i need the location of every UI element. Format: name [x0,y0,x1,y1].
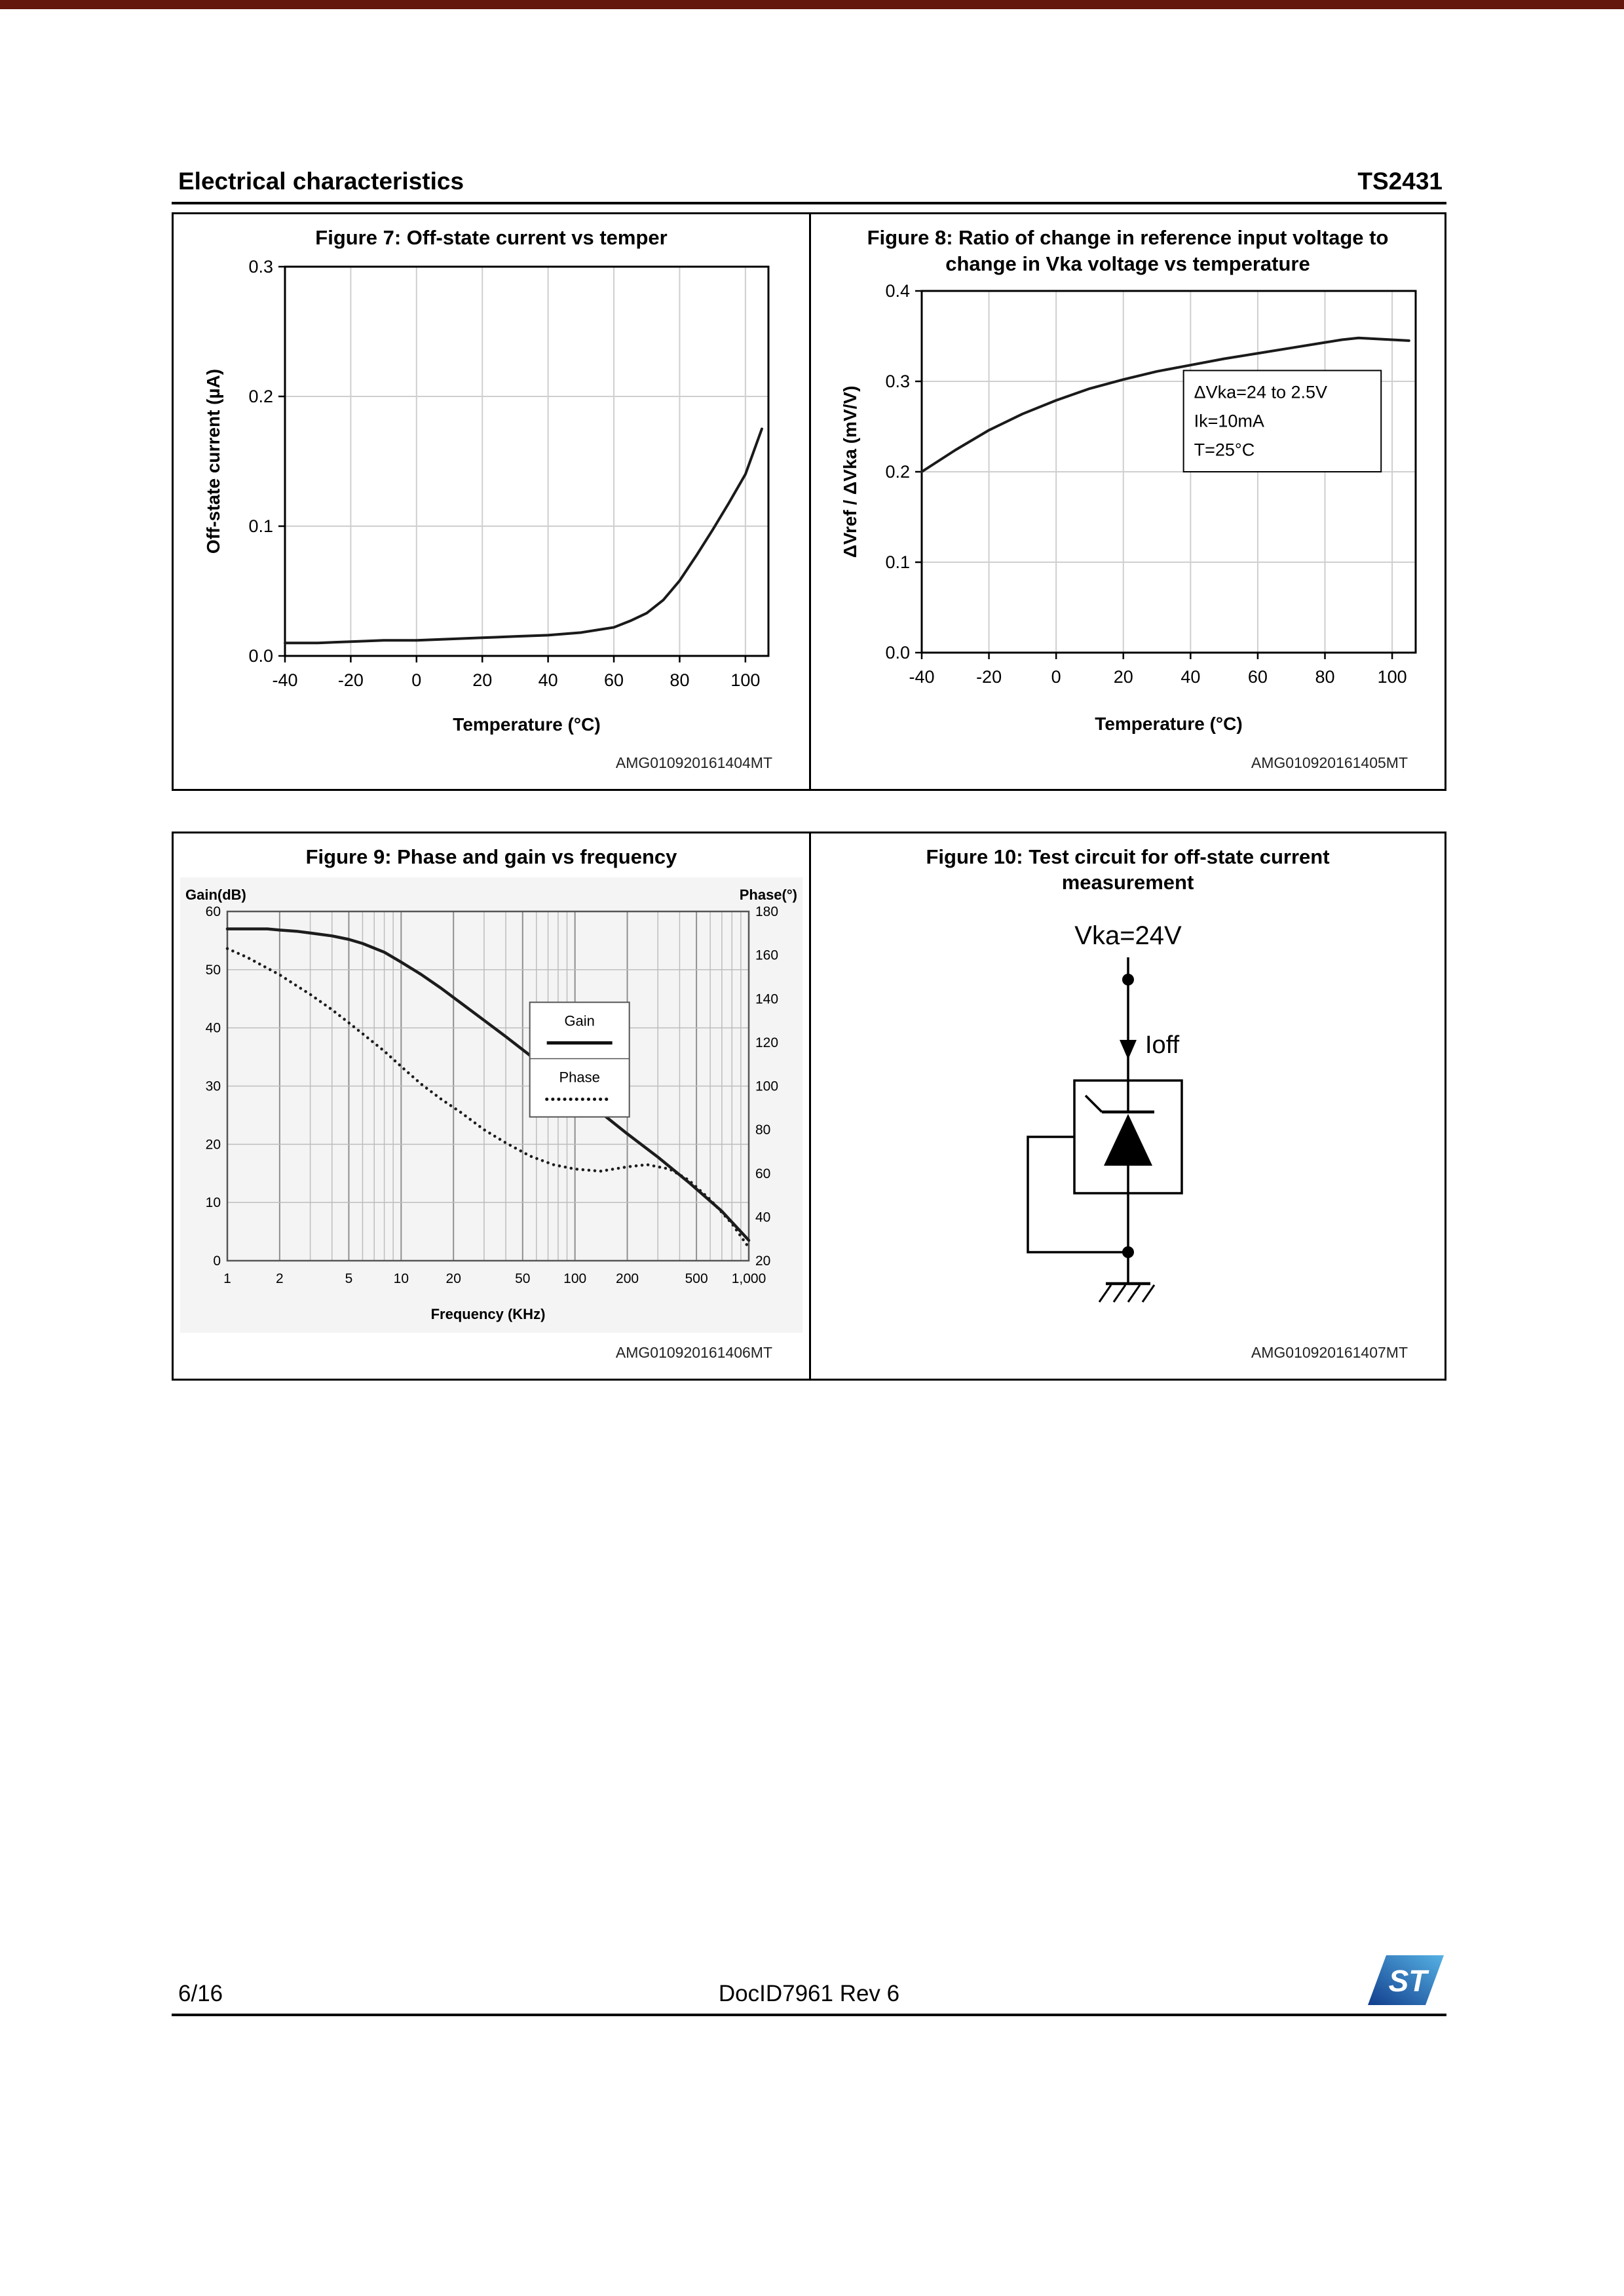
svg-text:100: 100 [730,670,761,690]
svg-text:Gain(dB): Gain(dB) [185,887,246,904]
supply-wire [1120,957,1137,1081]
svg-text:0.0: 0.0 [248,645,273,666]
svg-text:160: 160 [755,947,779,963]
figure9-cell [174,833,809,1379]
svg-text:100: 100 [755,1079,779,1094]
svg-text:-20: -20 [975,667,1002,687]
svg-text:50: 50 [205,963,221,978]
svg-text:-20: -20 [337,670,364,690]
svg-text:60: 60 [755,1166,771,1182]
svg-text:0.2: 0.2 [884,462,910,482]
ioff-label: Ioff [1144,1031,1179,1060]
svg-text:40: 40 [1180,667,1200,687]
svg-text:-40: -40 [908,667,935,687]
svg-text:100: 100 [563,1271,587,1287]
figure7-caption: AMG010920161404MT [615,754,772,771]
svg-text:20: 20 [472,670,493,690]
svg-text:140: 140 [755,991,779,1007]
st-logo [1367,1954,1445,2010]
svg-text:80: 80 [755,1122,771,1138]
svg-text:40: 40 [205,1021,221,1037]
current-arrow-icon [1120,1040,1137,1060]
svg-text:0.3: 0.3 [248,256,273,277]
svg-text:60: 60 [604,670,624,690]
shunt-reference-symbol [1086,1081,1154,1193]
svg-text:Off-state current (µA): Off-state current (µA) [203,368,223,554]
st-logo-text: ST [1388,1964,1427,1998]
figure7-cell [174,214,809,789]
page-top-strip [0,0,1624,9]
svg-text:Temperature (°C): Temperature (°C) [1094,714,1243,735]
svg-text:80: 80 [1314,667,1335,687]
page-header [172,168,1446,204]
svg-text:Frequency (KHz): Frequency (KHz) [430,1306,546,1323]
svg-text:40: 40 [538,670,558,690]
figure10-circuit [899,917,1357,1323]
svg-text:-40: -40 [272,670,298,690]
top-node [1122,974,1134,985]
svg-text:Gain: Gain [564,1012,595,1029]
svg-text:80: 80 [670,670,690,690]
svg-text:20: 20 [445,1271,461,1287]
doc-id: DocID7961 Rev 6 [718,1981,900,2006]
svg-text:0: 0 [411,670,422,690]
page-number: 6/16 [178,1981,223,2006]
vka-label: Vka=24V [1074,921,1182,951]
svg-text:Temperature (°C): Temperature (°C) [453,714,601,735]
svg-text:20: 20 [1113,667,1133,687]
svg-text:200: 200 [616,1271,639,1287]
svg-text:100: 100 [1377,667,1407,687]
svg-text:5: 5 [345,1271,353,1287]
svg-text:20: 20 [205,1137,221,1153]
figure8-caption: AMG010920161405MT [1251,754,1408,771]
svg-text:ΔVka=24 to 2.5V: ΔVka=24 to 2.5V [1194,382,1327,402]
svg-text:180: 180 [755,904,779,920]
svg-text:0.2: 0.2 [248,386,273,406]
svg-text:0: 0 [213,1253,221,1269]
figure8-cell [809,214,1445,789]
section-title: Electrical characteristics [178,168,464,195]
figure7-chart [187,255,796,743]
svg-text:2: 2 [276,1271,284,1287]
figure9-caption: AMG010920161406MT [615,1344,772,1362]
page-footer [172,1956,1446,2016]
svg-text:30: 30 [205,1079,221,1094]
figure10-title: Figure 10: Test circuit for off-state current measurement [926,845,1330,894]
svg-text:ΔVref / ΔVka (mV/V): ΔVref / ΔVka (mV/V) [839,385,860,558]
figure9-chart [180,877,803,1333]
svg-text:20: 20 [755,1253,771,1269]
figure7-title: Figure 7: Off-state current vs temper [315,226,668,249]
svg-text:60: 60 [205,904,221,920]
svg-text:0.4: 0.4 [884,281,910,301]
svg-text:120: 120 [755,1035,779,1051]
svg-text:1: 1 [223,1271,231,1287]
svg-text:0.1: 0.1 [884,552,910,573]
svg-text:50: 50 [515,1271,531,1287]
figure9-title: Figure 9: Phase and gain vs frequency [305,845,677,868]
svg-text:Ik=10mA: Ik=10mA [1194,411,1264,431]
svg-text:0: 0 [1051,667,1061,687]
figure8-chart [817,280,1439,742]
svg-text:0.3: 0.3 [884,372,910,392]
svg-text:Phase: Phase [559,1069,600,1086]
svg-text:40: 40 [755,1210,771,1225]
part-number: TS2431 [1357,168,1443,195]
page-content [172,168,1446,1381]
figure10-cell [809,833,1445,1379]
svg-text:10: 10 [205,1195,221,1211]
figure-box-bottom [172,832,1446,1381]
svg-text:60: 60 [1247,667,1268,687]
svg-text:0.1: 0.1 [248,516,273,536]
svg-text:0.0: 0.0 [884,643,910,663]
figure10-circuit-wrap [899,917,1357,1326]
ground-icon [1099,1284,1154,1302]
svg-text:500: 500 [685,1271,708,1287]
svg-text:T=25°C: T=25°C [1194,440,1255,460]
svg-text:Phase(°): Phase(°) [739,887,797,904]
svg-text:1,000: 1,000 [731,1271,766,1287]
svg-text:10: 10 [393,1271,409,1287]
figure-box-top [172,212,1446,791]
figure8-title: Figure 8: Ratio of change in reference input voltage to change in Vka voltage vs temperature [867,226,1389,275]
figure10-caption: AMG010920161407MT [1251,1344,1408,1362]
